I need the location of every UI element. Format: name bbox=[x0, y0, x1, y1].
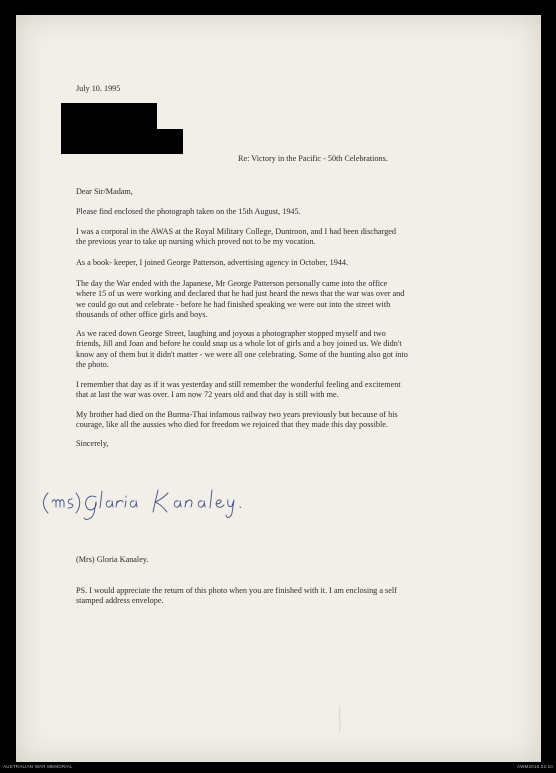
paragraph-2: I was a corporal in the AWAS at the Royal Military College, Duntroon, and I had been discharged the previous year to take up nursing which proved not to be my vocation. bbox=[76, 227, 397, 247]
redacted-address-top bbox=[61, 103, 157, 130]
footer-right: AWM2016.22.10 bbox=[517, 764, 553, 769]
letter-subject: Re: Victory in the Pacific - 50th Celebrations. bbox=[238, 154, 388, 163]
handwritten-signature bbox=[28, 485, 288, 530]
letter-page bbox=[16, 15, 541, 762]
closing: Sincerely, bbox=[76, 439, 109, 448]
paper-mark bbox=[336, 705, 344, 735]
footer-left: AUSTRALIAN WAR MEMORIAL bbox=[3, 764, 73, 769]
paragraph-1: Please find enclosed the photograph taken on the 15th August, 1945. bbox=[76, 207, 301, 216]
salutation: Dear Sir/Madam, bbox=[76, 187, 133, 196]
paragraph-4: The day the War ended with the Japanese, Mr George Patterson personally came into the office where 15 of us were working and declared that he had just heard the news that the war was over and we could go out and celebrate - before he had finished speaking we were out into the street with thousands of other office girls and boys. bbox=[76, 279, 405, 320]
typed-name: (Mrs) Gloria Kanaley. bbox=[76, 555, 149, 564]
paragraph-6: I remember that day as if it was yesterday and still remember the wonderful feeling and excitement that at last the war was over. I am now 72 years old and that day is still with me. bbox=[76, 380, 401, 400]
postscript: PS. I would appreciate the return of this photo when you are finished with it. I am enclosing a self stamped address envelope. bbox=[76, 586, 397, 606]
paragraph-3: As a book- keeper, I joined George Patterson, advertising agency in October, 1944. bbox=[76, 258, 349, 267]
redacted-address-bottom bbox=[61, 129, 183, 154]
letter-date: July 10. 1995 bbox=[76, 84, 121, 93]
paragraph-5: As we raced down George Street, laughing and joyous a photographer stopped myself and two friends, Jill and Joan and before he could snap us a whole lot of girls and a boy joined us. We didn't know any of them but it didn't matter - we were all one celebrating. Some of the bunting also got into the photo. bbox=[76, 329, 408, 370]
paragraph-7: My brother had died on the Burma-Thai infamous railway two years previously but because of his courage, like all the aussies who died for freedom we rejoiced that they made this day possible. bbox=[76, 410, 398, 430]
